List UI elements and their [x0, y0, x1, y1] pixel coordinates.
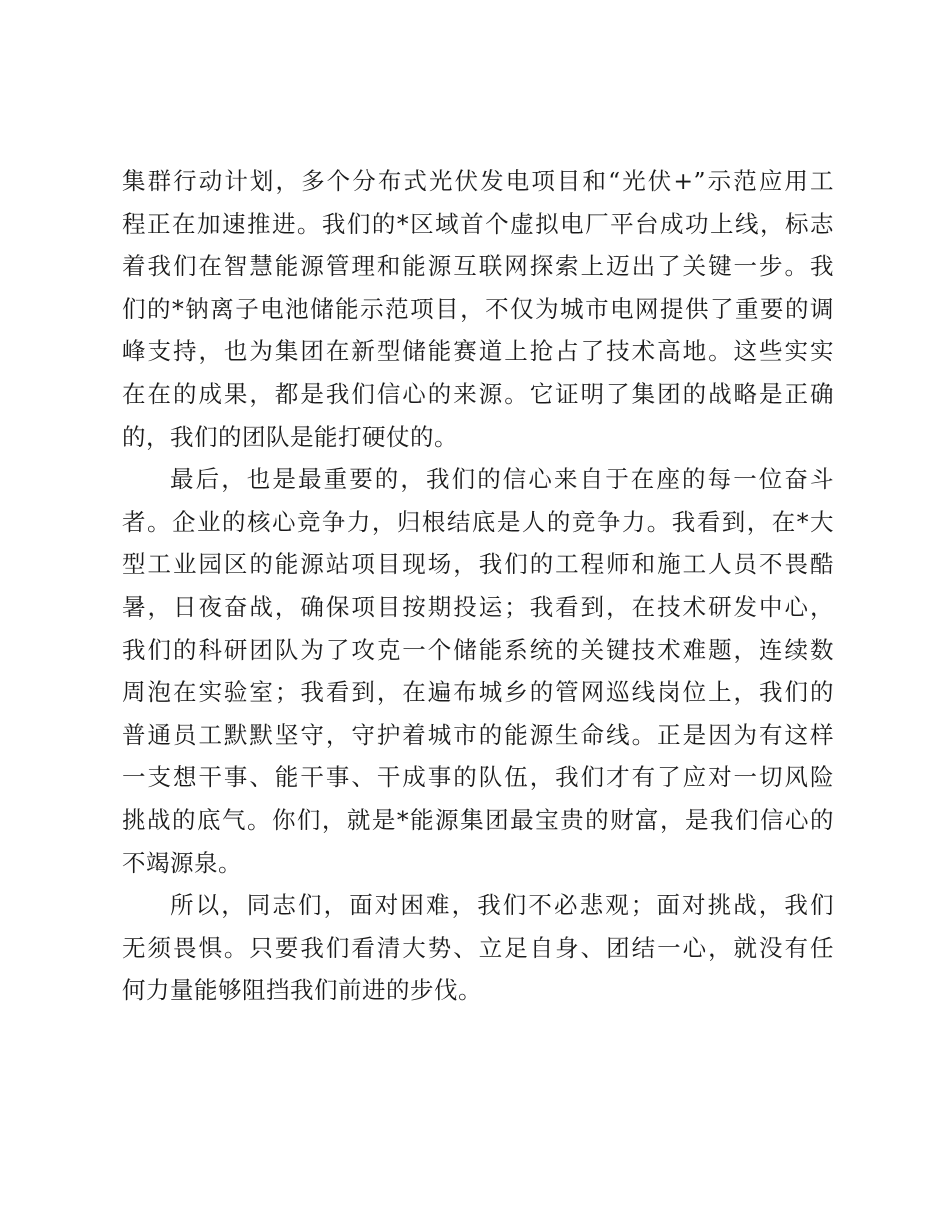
text-line: 一支想干事、能干事、干成事的队伍，我们才有了应对一切风险 — [122, 763, 834, 792]
text-line: 不竭源泉。 — [122, 848, 242, 877]
text-line: 无须畏惧。只要我们看清大势、立足自身、团结一心，就没有任 — [122, 933, 834, 962]
text-line: 在在的成果，都是我们信心的来源。它证明了集团的战略是正确 — [122, 379, 834, 408]
text-line: 着我们在智慧能源管理和能源互联网探索上迈出了关键一步。我 — [122, 252, 834, 281]
text-line: 所以，同志们，面对困难，我们不必悲观；面对挑战，我们 — [170, 891, 834, 920]
text-line: 暑，日夜奋战，确保项目按期投运；我看到，在技术研发中心， — [122, 592, 834, 621]
document-body — [122, 160, 834, 1012]
text-line: 者。企业的核心竞争力，归根结底是人的竞争力。我看到，在*大 — [122, 507, 834, 536]
text-line: 们的*钠离子电池储能示范项目，不仅为城市电网提供了重要的调 — [122, 294, 834, 323]
text-line: 型工业园区的能源站项目现场，我们的工程师和施工人员不畏酷 — [122, 550, 834, 579]
text-line: 峰支持，也为集团在新型储能赛道上抢占了技术高地。这些实实 — [122, 337, 834, 366]
text-line: 普通员工默默坚守，守护着城市的能源生命线。正是因为有这样 — [122, 720, 834, 749]
text-line: 程正在加速推进。我们的*区域首个虚拟电厂平台成功上线，标志 — [122, 209, 834, 238]
text-line: 我们的科研团队为了攻克一个储能系统的关键技术难题，连续数 — [122, 635, 834, 664]
text-line: 集群行动计划，多个分布式光伏发电项目和“光伏+”示范应用工 — [122, 167, 834, 195]
text-line: 的，我们的团队是能打硬仗的。 — [122, 422, 458, 451]
text-line: 挑战的底气。你们，就是*能源集团最宝贵的财富，是我们信心的 — [122, 805, 834, 834]
text-line: 何力量能够阻挡我们前进的步伐。 — [122, 976, 482, 1005]
text-line: 最后，也是最重要的，我们的信心来自于在座的每一位奋斗 — [170, 465, 834, 494]
text-line: 周泡在实验室；我看到，在遍布城乡的管网巡线岗位上，我们的 — [122, 678, 834, 707]
